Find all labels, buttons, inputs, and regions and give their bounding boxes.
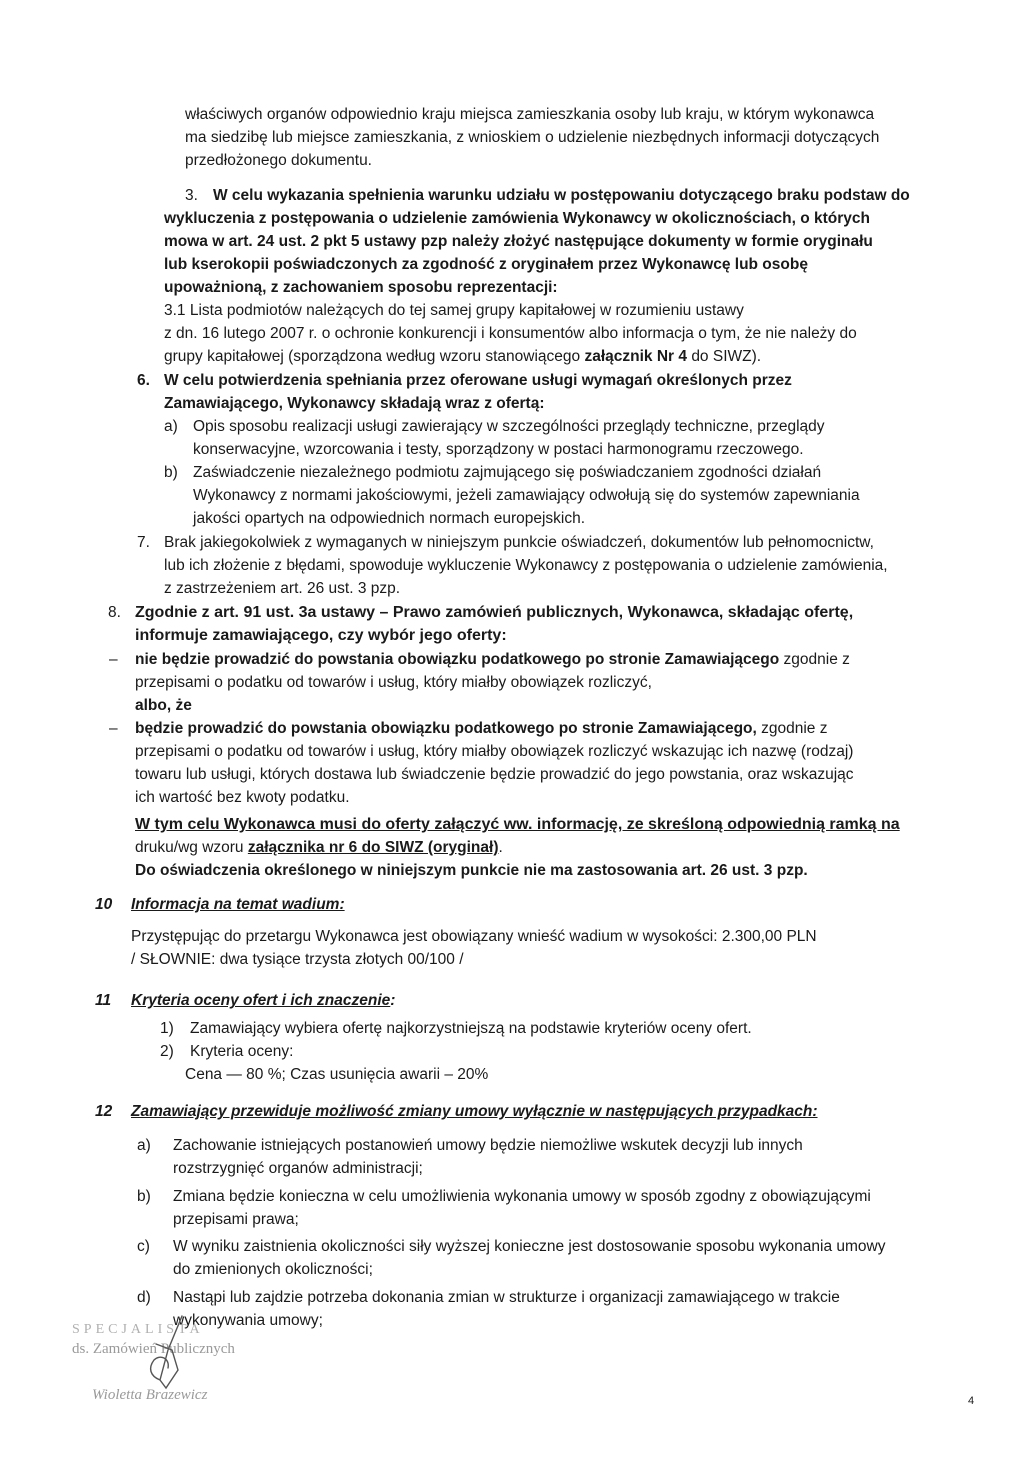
- dash-marker: –: [109, 651, 118, 668]
- text-line: właściwych organów odpowiednio kraju miejsca zamieszkania osoby lub kraju, w którym wykonawca: [185, 106, 875, 123]
- text-run: Kryteria oceny ofert i ich znaczenie: [131, 992, 391, 1009]
- attachment-ref: załącznik Nr 4: [584, 348, 687, 365]
- text-run: .: [498, 839, 503, 856]
- section-title: Informacja na temat wadium:: [131, 896, 345, 913]
- option-1: [135, 649, 850, 671]
- list-item-b: Wykonawcy z normami jakościowymi, jeżeli zamawiający odwołują się do systemów zapewniania: [193, 487, 860, 504]
- list-item-d: Nastąpi lub zajdzie potrzeba dokonania zmian w strukturze i organizacji zamawiającego w trakcie: [173, 1289, 840, 1306]
- text-run: 2 pkt 5 ustawy pzp należy złożyć następujące dokumenty w formie oryginału: [310, 233, 873, 250]
- section-6-text: Zamawiającego, Wykonawcy składają wraz z ofertą:: [164, 395, 545, 412]
- section-number: 10: [95, 896, 113, 913]
- list-item-a: Zachowanie istniejących postanowień umowy będzie niemożliwe wskutek decyzji lub innych: [173, 1137, 803, 1154]
- text-run: nie będzie prowadzić do powstania obowiązku podatkowego po stronie Zamawiającego: [135, 651, 780, 668]
- section-10-text: Przystępując do przetargu Wykonawca jest obowiązany wnieść wadium w wysokości: 2.300,00 PLN: [131, 928, 817, 945]
- list-marker: 1): [160, 1020, 174, 1037]
- section-8-text: Zgodnie z art. 91 ust. 3a ustawy – Prawo zamówień publicznych, Wykonawca, składając ofertę,: [135, 604, 854, 621]
- list-item-3-1: z dn. 16 lutego 2007 r. o ochronie konkurencji i konsumentów albo informacja o tym, że nie należy do: [164, 325, 857, 342]
- list-item-a: konserwacyjne, wzorcowania i testy, sporządzony w postaci harmonogramu rzeczowego.: [193, 441, 804, 458]
- stamp-name: Wioletta Brazewicz: [92, 1387, 208, 1403]
- text-run: zgodnie z: [783, 651, 850, 668]
- list-item-c: W wyniku zaistnienia okoliczności siły wyższej konieczne jest dostosowanie sposobu wykonania umowy: [173, 1238, 886, 1255]
- text-run: druku/wg wzoru: [135, 839, 244, 856]
- stamp-text: ds. Zamówień Publicznych: [72, 1341, 235, 1357]
- albo-text: albo, że: [135, 697, 192, 714]
- section-title: [131, 990, 395, 1012]
- list-item-d: wykonywania umowy;: [173, 1312, 323, 1329]
- section-number: 3.: [185, 187, 198, 204]
- list-item: Zamawiający wybiera ofertę najkorzystniejszą na podstawie kryteriów oceny ofert.: [190, 1020, 752, 1037]
- signature-icon: [120, 1310, 210, 1400]
- list-item-b: Zaświadczenie niezależnego podmiotu zajmującego się poświadczaniem zgodności działań: [193, 464, 822, 481]
- list-item-3-1: [164, 346, 761, 368]
- section-number: 11: [95, 992, 112, 1009]
- text-run: będzie prowadzić do powstania obowiązku podatkowego po stronie Zamawiającego,: [135, 720, 757, 737]
- section-8-text: informuje zamawiającego, czy wybór jego oferty:: [135, 627, 507, 644]
- text-run: zgodnie z: [761, 720, 828, 737]
- section-7-text: z zastrzeżeniem art. 26 ust. 3 pzp.: [164, 580, 401, 597]
- section-3-text: wykluczenia z postępowania o udzielenie zamówienia Wykonawcy w okolicznościach, o których: [164, 210, 871, 227]
- section-3-text: upoważnioną, z zachowaniem sposobu reprezentacji:: [164, 279, 558, 296]
- option-2: [135, 718, 827, 740]
- list-marker: b): [137, 1188, 151, 1205]
- text-run: grupy kapitałowej (sporządzona według wzoru stanowiącego: [164, 348, 581, 365]
- section-7-text: lub ich złożenie z błędami, spowoduje wykluczenie Wykonawcy z postępowania o udzielenie zamówienia,: [164, 557, 888, 574]
- stamp-text: SPECJALISTA: [72, 1322, 204, 1337]
- note-text: [135, 837, 503, 859]
- dash-marker: –: [109, 720, 118, 737]
- section-number: 8.: [108, 604, 121, 621]
- list-marker: a): [164, 418, 178, 435]
- list-item-a: Opis sposobu realizacji usługi zawierający w szczególności przeglądy techniczne, przeglądy: [193, 418, 825, 435]
- option-2: ich wartość bez kwoty podatku.: [135, 789, 350, 806]
- text-line: ma siedzibę lub miejsce zamieszkania, z wnioskiem o udzielenie niezbędnych informacji dotyczących: [185, 129, 880, 146]
- list-marker: d): [137, 1289, 151, 1306]
- list-item-3-1: 3.1 Lista podmiotów należących do tej samej grupy kapitałowej w rozumieniu ustawy: [164, 302, 744, 319]
- section-title: Zamawiający przewiduje możliwość zmiany umowy wyłącznie w następujących przypadkach:: [131, 1103, 818, 1120]
- list-item-b: Zmiana będzie konieczna w celu umożliwienia wykonania umowy w sposób zgodny z obowiązującymi: [173, 1188, 871, 1205]
- list-marker: c): [137, 1238, 150, 1255]
- section-number: 12: [95, 1103, 113, 1120]
- list-item-a: rozstrzygnięć organów administracji;: [173, 1160, 423, 1177]
- section-number: 7.: [137, 534, 150, 551]
- text-run: :: [390, 992, 396, 1009]
- option-2: przepisami o podatku od towarów i usług, który miałby obowiązek rozliczyć wskazując ich nazwę (rodzaj): [135, 743, 854, 760]
- section-7-text: Brak jakiegokolwiek z wymaganych w niniejszym punkcie oświadczeń, dokumentów lub pełnomocnictw,: [164, 534, 874, 551]
- section-3-text: W celu wykazania spełnienia warunku udziału w postępowaniu dotyczącego braku podstaw do: [213, 187, 910, 204]
- list-marker: b): [164, 464, 178, 481]
- list-marker: 2): [160, 1043, 174, 1060]
- option-1: przepisami o podatku od towarów i usług, który miałby obowiązek rozliczyć,: [135, 674, 652, 691]
- section-3-text: lub kserokopii poświadczonych za zgodność z oryginałem przez Wykonawcę lub osobę: [164, 256, 808, 273]
- section-number: 6.: [137, 372, 150, 389]
- note-text: Do oświadczenia określonego w niniejszym punkcie nie ma zastosowania art. 26 ust. 3 pzp.: [135, 862, 808, 879]
- section-6-text: W celu potwierdzenia spełniania przez oferowane usługi wymagań określonych przez: [164, 372, 792, 389]
- text-run: mowa w art. 24 ust.: [164, 233, 307, 250]
- note-text: W tym celu Wykonawca musi do oferty załączyć ww. informację, ze skreśloną odpowiednią ramką na: [135, 816, 900, 833]
- list-item: Kryteria oceny:: [190, 1043, 294, 1060]
- list-item-b: przepisami prawa;: [173, 1211, 299, 1228]
- list-item-b: jakości opartych na odpowiednich normach europejskich.: [193, 510, 586, 527]
- page-number: 4: [968, 1395, 975, 1407]
- attachment-ref: załącznika nr 6 do SIWZ (oryginał): [247, 839, 499, 856]
- list-item-c: do zmienionych okoliczności;: [173, 1261, 373, 1278]
- list-marker: a): [137, 1137, 151, 1154]
- section-10-text: / SŁOWNIE: dwa tysiące trzysta złotych 00/100 /: [131, 951, 464, 968]
- section-3-text: [164, 231, 873, 253]
- list-item: Cena — 80 %; Czas usunięcia awarii – 20%: [185, 1066, 489, 1083]
- text-line: przedłożonego dokumentu.: [185, 152, 372, 169]
- option-2: towaru lub usługi, których dostawa lub świadczenie będzie prowadzić do jego powstania, oraz wskazując: [135, 766, 854, 783]
- text-run: do SIWZ).: [691, 348, 762, 365]
